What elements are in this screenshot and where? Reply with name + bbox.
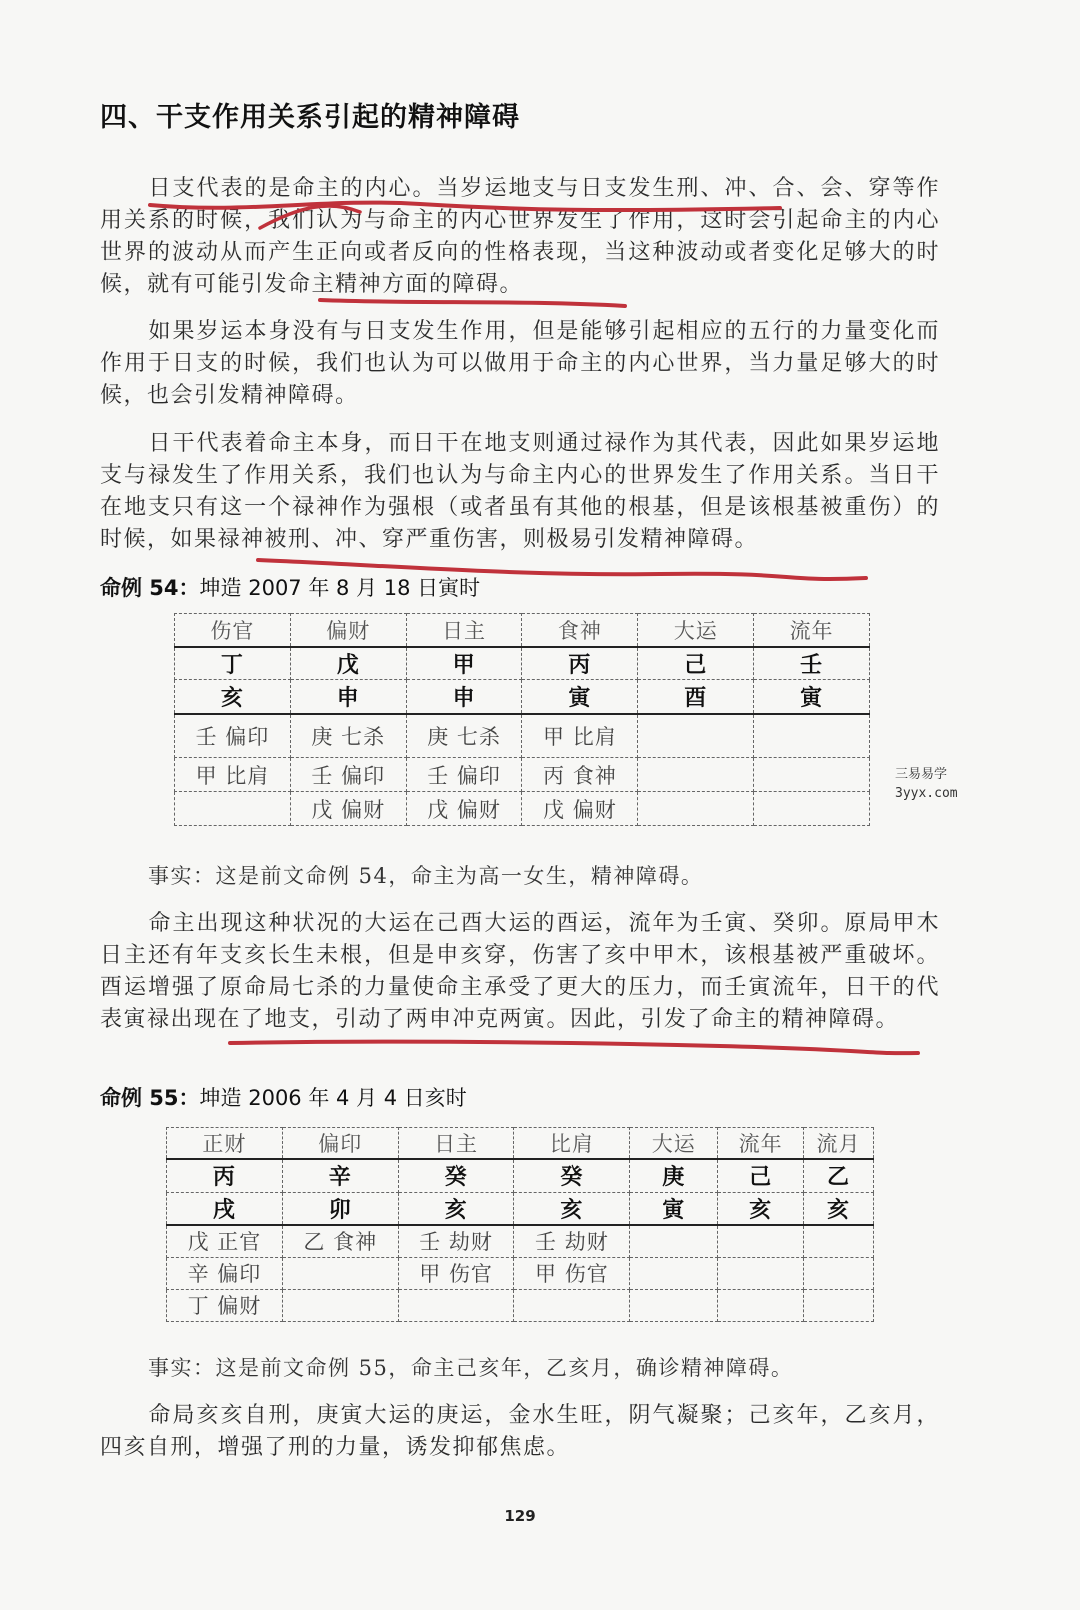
hidden-stem-cell — [514, 1289, 630, 1321]
hidden-stem-cell — [638, 758, 754, 792]
paragraph-3-text: 日干代表着命主本身，而日干在地支则通过禄作为其代表，因此如果岁运地支与禄发生了作用关系，我们也认为与命主内心的世界发生了作用关系。当日干在地支只有这一个禄神作为强根（或者虽有其他的根基，但是该根基被重伤）的时候，如果禄神被刑、冲、穿严重伤害，则极易引发精神障碍。 — [100, 431, 940, 552]
header-cell: 流年 — [718, 1128, 804, 1160]
hidden-stem-cell — [718, 1289, 804, 1321]
header-cell: 正财 — [167, 1128, 283, 1160]
case-54-fact: 事实：这是前文命例 54，命主为高一女生，精神障碍。 — [148, 864, 704, 888]
paragraph-2 — [100, 316, 940, 412]
stem-cell: 乙 — [804, 1159, 874, 1192]
hidden-stem-cell: 甲 比肩 — [522, 714, 638, 758]
stem-cell: 丙 — [522, 647, 638, 680]
hidden-stem-cell: 戊 正官 — [167, 1225, 283, 1257]
branch-cell: 卯 — [282, 1192, 398, 1225]
hidden-stem-cell: 乙 食神 — [282, 1225, 398, 1257]
stem-cell: 癸 — [398, 1159, 514, 1192]
case-55-label: 命例 55： — [100, 1086, 200, 1110]
hidden-stem-cell — [282, 1289, 398, 1321]
hidden-stem-cell: 甲 伤官 — [398, 1257, 514, 1289]
header-cell: 比肩 — [514, 1128, 630, 1160]
underline-mark — [230, 1042, 918, 1054]
stem-cell: 壬 — [754, 647, 870, 680]
hidden-stem-row — [175, 792, 870, 826]
hidden-stem-row — [175, 714, 870, 758]
branch-cell: 戌 — [167, 1192, 283, 1225]
stem-cell: 庚 — [630, 1159, 718, 1192]
stem-cell: 丁 — [175, 647, 291, 680]
branch-cell: 申 — [290, 680, 406, 714]
paragraph-1 — [100, 173, 940, 301]
hidden-stem-cell — [718, 1225, 804, 1257]
hidden-stem-cell — [804, 1289, 874, 1321]
stem-cell: 己 — [638, 647, 754, 680]
case-54-title — [100, 572, 480, 602]
header-cell: 偏财 — [290, 614, 406, 647]
hidden-stem-cell: 戊 偏财 — [522, 792, 638, 826]
stem-row — [167, 1159, 874, 1192]
branch-cell: 寅 — [522, 680, 638, 714]
header-cell: 流月 — [804, 1128, 874, 1160]
hidden-stem-cell: 甲 比肩 — [175, 758, 291, 792]
chart-header-row — [167, 1128, 874, 1160]
header-cell: 日主 — [406, 614, 522, 647]
branch-cell: 亥 — [514, 1192, 630, 1225]
page-number: 129 — [504, 1507, 536, 1525]
header-cell: 食神 — [522, 614, 638, 647]
case-54-chart — [174, 613, 870, 826]
branch-cell: 亥 — [175, 680, 291, 714]
stem-cell: 己 — [718, 1159, 804, 1192]
header-cell: 日主 — [398, 1128, 514, 1160]
section-heading: 四、干支作用关系引起的精神障碍 — [100, 102, 520, 133]
branch-cell: 亥 — [718, 1192, 804, 1225]
hidden-stem-cell — [630, 1257, 718, 1289]
branch-row — [175, 680, 870, 714]
hidden-stem-row — [167, 1289, 874, 1321]
watermark-line-2: 3yyx.com — [895, 786, 958, 801]
hidden-stem-cell — [754, 758, 870, 792]
hidden-stem-cell — [804, 1257, 874, 1289]
case-54-analysis-text: 命主出现这种状况的大运在己酉大运的酉运，流年为壬寅、癸卯。原局甲木日主还有年支亥长生未根，但是申亥穿，伤害了亥中甲木，该根基被严重破坏。酉运增强了原命局七杀的力量使命主承受了更大的压力，而壬寅流年，日干的代表寅禄出现在了地支，引动了两申冲克两寅。因此，引发了命主的精神障碍。 — [100, 911, 940, 1032]
hidden-stem-cell: 丙 食神 — [522, 758, 638, 792]
hidden-stem-cell: 壬 劫财 — [514, 1225, 630, 1257]
case-55-desc: 坤造 2006 年 4 月 4 日亥时 — [199, 1086, 467, 1110]
hidden-stem-cell — [804, 1225, 874, 1257]
hidden-stem-cell — [175, 792, 291, 826]
case-55-chart — [166, 1127, 874, 1322]
branch-cell: 酉 — [638, 680, 754, 714]
hidden-stem-cell — [754, 714, 870, 758]
chart-header-row — [175, 614, 870, 647]
hidden-stem-cell: 壬 偏印 — [406, 758, 522, 792]
header-cell: 大运 — [630, 1128, 718, 1160]
paragraph-1-text: 日支代表的是命主的内心。当岁运地支与日支发生刑、冲、合、会、穿等作用关系的时候，我们认为与命主的内心世界发生了作用，这时会引起命主的内心世界的波动从而产生正向或者反向的性格表现，当这种波动或者变化足够大的时候，就有可能引发命主精神方面的障碍。 — [100, 176, 940, 297]
case-54-label: 命例 54： — [100, 576, 200, 600]
case-55-analysis — [100, 1400, 940, 1464]
header-cell: 偏印 — [282, 1128, 398, 1160]
hidden-stem-cell — [638, 792, 754, 826]
hidden-stem-cell: 辛 偏印 — [167, 1257, 283, 1289]
hidden-stem-cell: 壬 偏印 — [175, 714, 291, 758]
header-cell: 伤官 — [175, 614, 291, 647]
branch-cell: 寅 — [630, 1192, 718, 1225]
hidden-stem-row — [175, 758, 870, 792]
header-cell: 大运 — [638, 614, 754, 647]
watermark-line-1: 三易易学 — [895, 767, 948, 782]
hidden-stem-row — [167, 1257, 874, 1289]
case-54-analysis — [100, 908, 940, 1036]
hidden-stem-cell — [638, 714, 754, 758]
header-cell: 流年 — [754, 614, 870, 647]
hidden-stem-cell: 壬 偏印 — [290, 758, 406, 792]
stem-cell: 甲 — [406, 647, 522, 680]
hidden-stem-cell — [398, 1289, 514, 1321]
paragraph-3 — [100, 428, 940, 556]
hidden-stem-cell: 壬 劫财 — [398, 1225, 514, 1257]
hidden-stem-cell — [754, 792, 870, 826]
stem-cell: 癸 — [514, 1159, 630, 1192]
branch-row — [167, 1192, 874, 1225]
stem-row — [175, 647, 870, 680]
case-54-desc: 坤造 2007 年 8 月 18 日寅时 — [199, 576, 481, 600]
hidden-stem-cell: 戊 偏财 — [406, 792, 522, 826]
paragraph-2-text: 如果岁运本身没有与日支发生作用，但是能够引起相应的五行的力量变化而作用于日支的时候，我们也认为可以做用于命主的内心世界，当力量足够大的时候，也会引发精神障碍。 — [100, 319, 940, 408]
branch-cell: 申 — [406, 680, 522, 714]
hidden-stem-cell: 庚 七杀 — [406, 714, 522, 758]
branch-cell: 寅 — [754, 680, 870, 714]
hidden-stem-row — [167, 1225, 874, 1257]
stem-cell: 丙 — [167, 1159, 283, 1192]
hidden-stem-cell: 丁 偏财 — [167, 1289, 283, 1321]
hidden-stem-cell — [630, 1225, 718, 1257]
branch-cell: 亥 — [398, 1192, 514, 1225]
case-55-title — [100, 1082, 467, 1112]
stem-cell: 戊 — [290, 647, 406, 680]
stem-cell: 辛 — [282, 1159, 398, 1192]
hidden-stem-cell: 庚 七杀 — [290, 714, 406, 758]
branch-cell: 亥 — [804, 1192, 874, 1225]
hidden-stem-cell — [718, 1257, 804, 1289]
hidden-stem-cell — [630, 1289, 718, 1321]
case-55-fact: 事实：这是前文命例 55，命主己亥年，乙亥月，确诊精神障碍。 — [148, 1356, 794, 1380]
hidden-stem-cell: 甲 伤官 — [514, 1257, 630, 1289]
hidden-stem-cell: 戊 偏财 — [290, 792, 406, 826]
watermark — [895, 765, 958, 803]
case-55-analysis-text: 命局亥亥自刑，庚寅大运的庚运，金水生旺，阴气凝聚；己亥年，乙亥月，四亥自刑，增强了刑的力量，诱发抑郁焦虑。 — [100, 1403, 940, 1460]
hidden-stem-cell — [282, 1257, 398, 1289]
